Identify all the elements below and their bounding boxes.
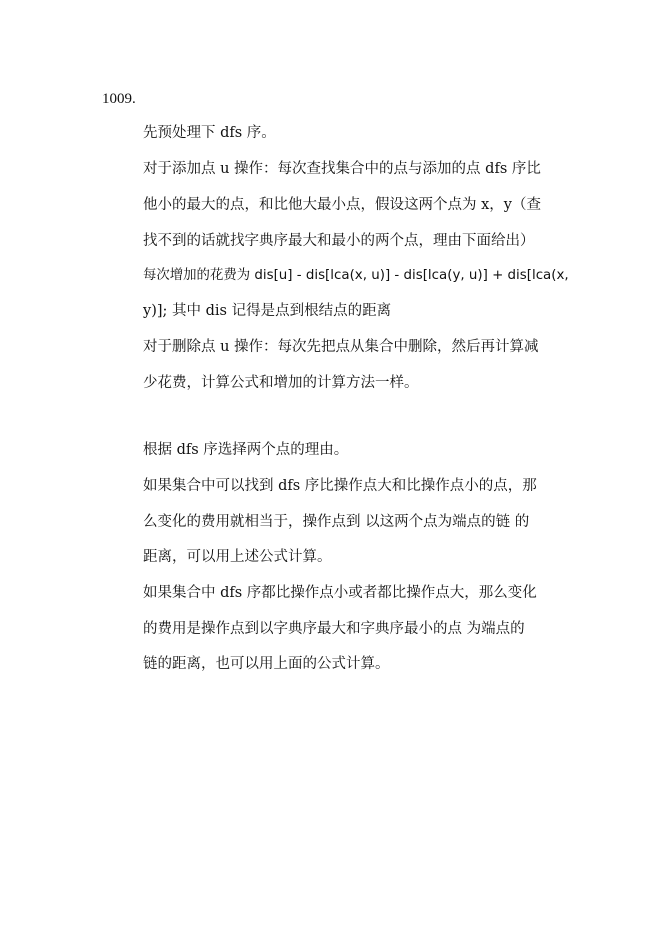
paragraph-line-2: 对于添加点 u 操作：每次查找集合中的点与添加的点 dfs 序比 <box>143 161 541 177</box>
paragraph-line-13: 如果集合中 dfs 序都比操作点小或者都比操作点大，那么变化 <box>143 585 537 601</box>
paragraph-line-5: 每次增加的花费为 dis[u] - dis[lca(x, u)] - dis[lca(y, u)] + dis[lca(x, <box>143 268 569 283</box>
paragraph-line-12: 距离，可以用上述公式计算。 <box>143 549 332 565</box>
paragraph-line-4: 找不到的话就找字典序最大和最小的两个点，理由下面给出） <box>143 233 535 249</box>
paragraph-line-9: 根据 dfs 序选择两个点的理由。 <box>143 442 349 458</box>
paragraph-line-1: 先预处理下 dfs 序。 <box>143 125 276 141</box>
paragraph-line-7: 对于删除点 u 操作：每次先把点从集合中删除，然后再计算减 <box>143 339 539 355</box>
paragraph-line-11: 么变化的费用就相当于，操作点到 以这两个点为端点的链 的 <box>143 514 530 530</box>
paragraph-line-15: 链的距离，也可以用上面的公式计算。 <box>143 656 390 672</box>
problem-number: 1009. <box>102 91 136 107</box>
paragraph-line-3: 他小的最大的点，和比他大最小点，假设这两个点为 x，y（查 <box>143 197 541 213</box>
paragraph-line-10: 如果集合中可以找到 dfs 序比操作点大和比操作点小的点，那 <box>143 478 537 494</box>
paragraph-line-14: 的费用是操作点到以字典序最大和字典序最小的点 为端点的 <box>143 621 525 637</box>
paragraph-line-8: 少花费，计算公式和增加的计算方法一样。 <box>143 375 419 391</box>
paragraph-line-6: y)]; 其中 dis 记得是点到根结点的距离 <box>143 303 392 319</box>
